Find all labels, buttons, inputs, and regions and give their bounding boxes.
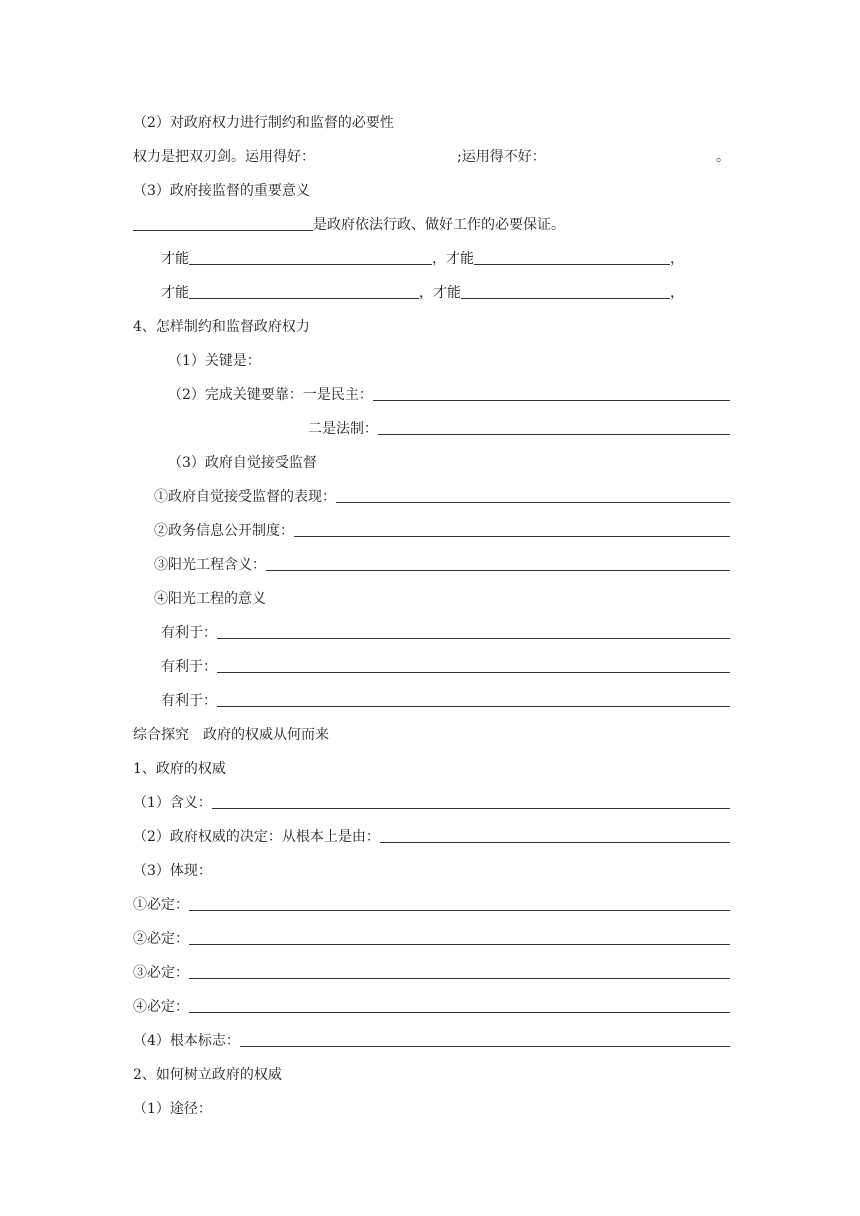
inquiry-heading: 综合探究 政府的权威从何而来 — [133, 727, 329, 743]
democracy-blank[interactable] — [373, 399, 730, 401]
definition-blank[interactable] — [212, 807, 730, 809]
determination-label: （2）政府权威的决定：从根本上是由： — [133, 829, 380, 845]
approach-label: （1）途径： — [133, 1101, 212, 1117]
must-blank[interactable] — [189, 1011, 730, 1013]
legal-system-blank[interactable] — [378, 433, 730, 435]
embodiment-heading: （3）体现： — [133, 863, 212, 879]
ability-blank[interactable] — [189, 297, 419, 299]
legal-system-row — [308, 416, 730, 438]
ability-label: ，才能 — [432, 251, 474, 267]
ability-label: 才能 — [161, 251, 189, 267]
must-row — [133, 960, 730, 982]
manifestation-label: ①政府自觉接受监督的表现： — [154, 489, 336, 505]
must-label: ②必定： — [133, 931, 189, 947]
beneficial-row — [161, 654, 730, 676]
must-row — [133, 892, 730, 914]
authority-heading-row — [133, 756, 226, 778]
establish-heading-row — [133, 1062, 282, 1084]
approach-row — [133, 1096, 212, 1118]
beneficial-blank[interactable] — [217, 637, 730, 639]
ability-blank[interactable] — [474, 263, 670, 265]
disclosure-blank[interactable] — [294, 535, 730, 537]
disclosure-row — [154, 518, 730, 540]
determination-row — [133, 824, 730, 846]
importance-heading: （3）政府接监督的重要意义 — [133, 183, 310, 199]
must-blank[interactable] — [189, 909, 730, 911]
establish-heading: 2、如何树立政府的权威 — [133, 1067, 282, 1083]
must-label: ①必定： — [133, 897, 189, 913]
sunshine-meaning-row — [154, 552, 730, 574]
guarantee-text: 是政府依法行政、做好工作的必要保证。 — [313, 217, 565, 233]
key-point-label: （1）关键是： — [168, 353, 261, 369]
beneficial-label: 有利于： — [161, 659, 217, 675]
sunshine-meaning-label: ③阳光工程含义： — [154, 557, 266, 573]
beneficial-blank[interactable] — [217, 671, 730, 673]
definition-row — [133, 790, 730, 812]
ability-blank[interactable] — [461, 297, 670, 299]
ability-comma: ， — [670, 285, 684, 301]
ability-label: 才能 — [161, 285, 189, 301]
must-blank[interactable] — [189, 977, 730, 979]
manifestation-row — [154, 484, 730, 506]
beneficial-blank[interactable] — [217, 705, 730, 707]
ability-label: ，才能 — [419, 285, 461, 301]
sunshine-significance-heading: ④阳光工程的意义 — [154, 591, 266, 607]
democracy-label: （2）完成关键要靠：一是民主： — [168, 387, 373, 403]
beneficial-label: 有利于： — [161, 693, 217, 709]
must-label: ③必定： — [133, 965, 189, 981]
importance-heading-row — [133, 178, 310, 200]
must-row — [133, 926, 730, 948]
must-label: ④必定： — [133, 999, 189, 1015]
beneficial-row — [161, 620, 730, 642]
fundamental-mark-row — [133, 1028, 730, 1050]
ability-row-2 — [161, 280, 684, 302]
disclosure-label: ②政务信息公开制度： — [154, 523, 294, 539]
self-supervision-heading: （3）政府自觉接受监督 — [168, 455, 317, 471]
double-edged-row — [133, 144, 730, 166]
must-row — [133, 994, 730, 1016]
democracy-row — [168, 382, 730, 404]
determination-blank[interactable] — [380, 841, 730, 843]
manifestation-blank[interactable] — [336, 501, 730, 503]
section4-heading: 4、怎样制约和监督政府权力 — [133, 319, 310, 335]
guarantee-row — [133, 212, 565, 234]
authority-heading: 1、政府的权威 — [133, 761, 226, 777]
double-edged-end: 。 — [716, 149, 730, 165]
necessity-heading-row — [133, 110, 394, 132]
sunshine-meaning-blank[interactable] — [266, 569, 730, 571]
ability-row-1 — [161, 246, 684, 268]
definition-label: （1）含义： — [133, 795, 212, 811]
legal-system-label: 二是法制： — [308, 421, 378, 437]
section4-heading-row — [133, 314, 310, 336]
embodiment-row — [133, 858, 212, 880]
guarantee-blank[interactable] — [133, 229, 313, 231]
double-edged-mid: ;运用得不好： — [457, 149, 546, 165]
ability-comma: ， — [670, 251, 684, 267]
double-edged-lead: 权力是把双刃剑。运用得好： — [133, 149, 315, 165]
fundamental-mark-label: （4）根本标志： — [133, 1033, 240, 1049]
must-blank[interactable] — [189, 943, 730, 945]
necessity-heading: （2）对政府权力进行制约和监督的必要性 — [133, 115, 394, 131]
beneficial-row — [161, 688, 730, 710]
sunshine-significance-row — [154, 586, 266, 608]
beneficial-label: 有利于： — [161, 625, 217, 641]
self-supervision-row — [168, 450, 317, 472]
ability-blank[interactable] — [189, 263, 432, 265]
inquiry-heading-row — [133, 722, 329, 744]
fundamental-mark-blank[interactable] — [240, 1045, 730, 1047]
key-point-row — [168, 348, 261, 370]
